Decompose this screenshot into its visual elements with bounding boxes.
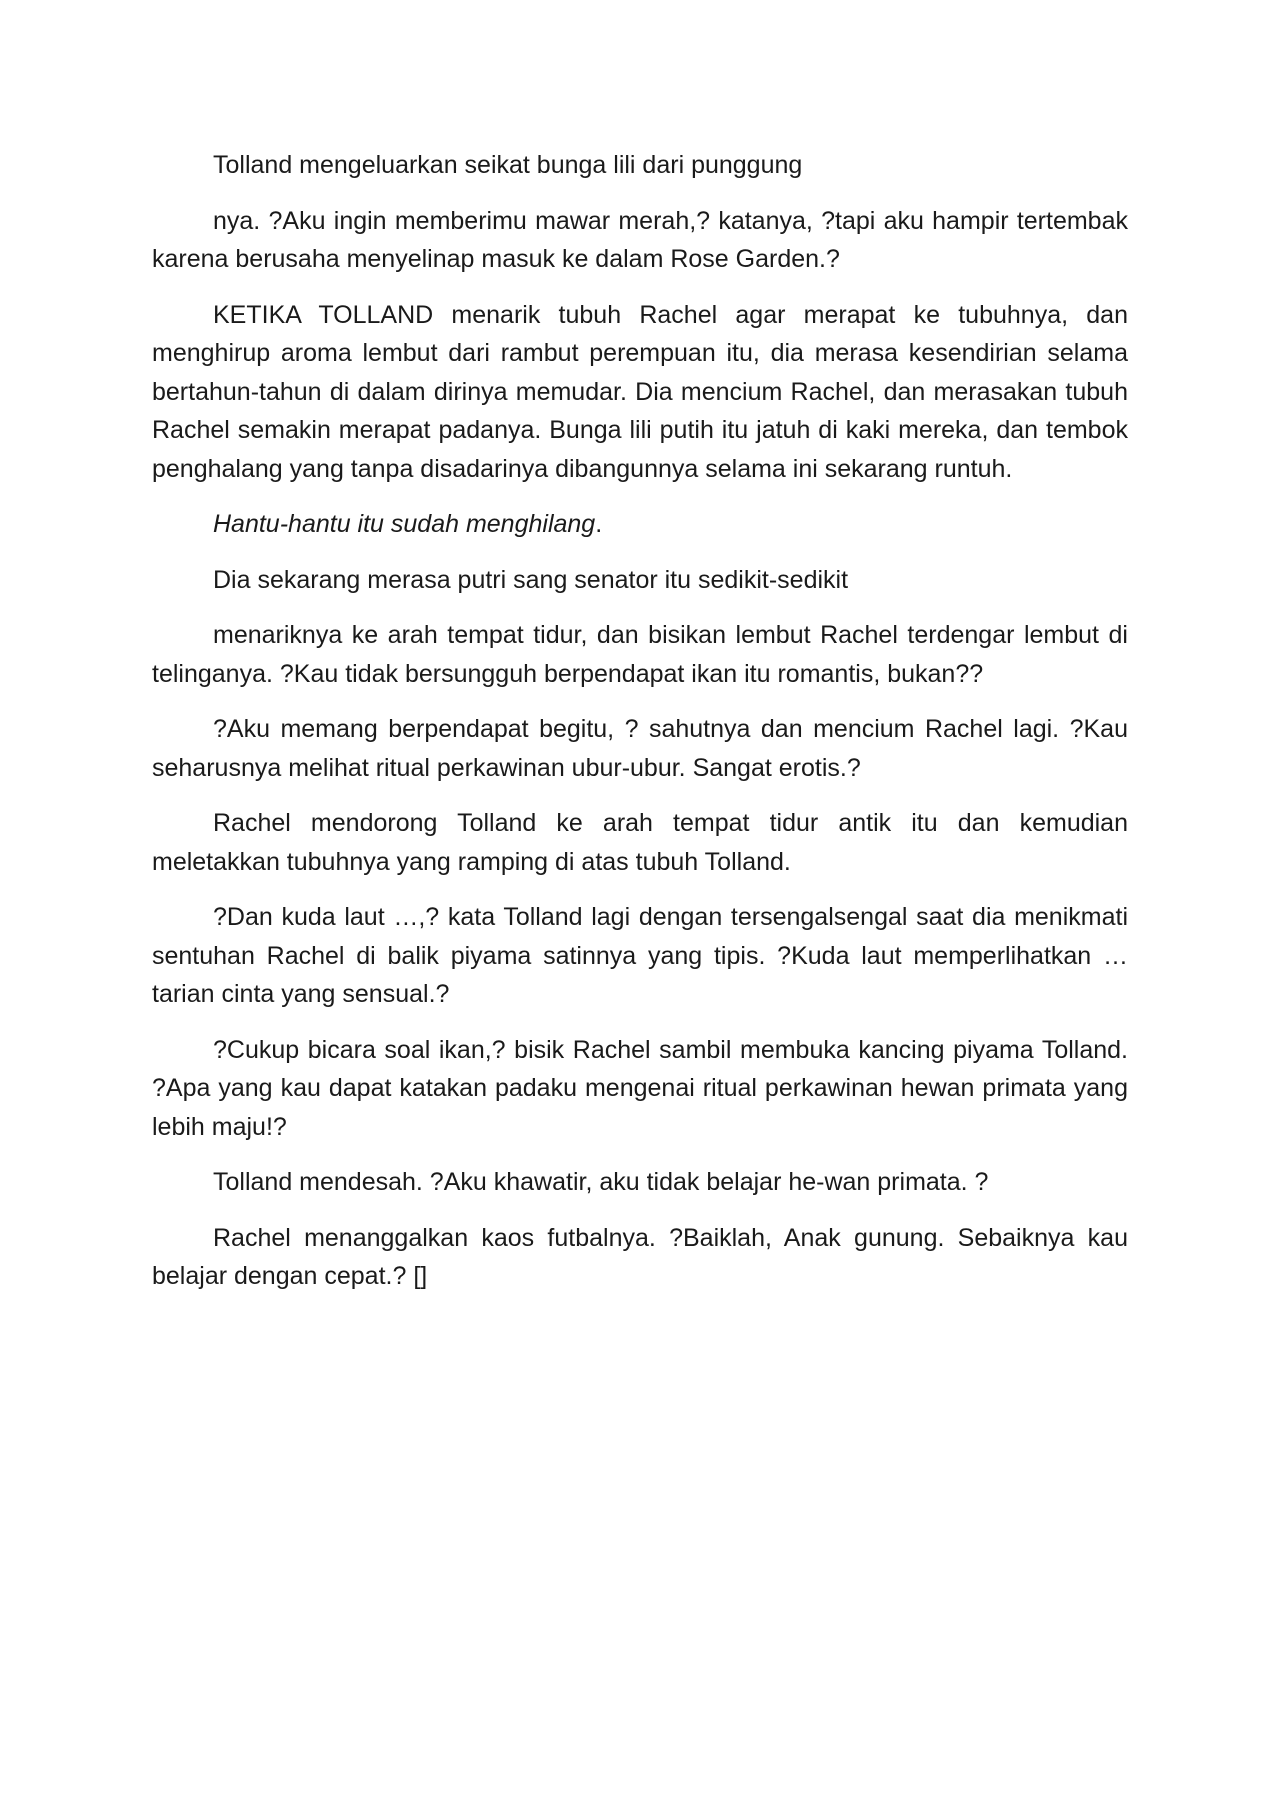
paragraph: Rachel mendorong Tolland ke arah tempat tidur antik itu dan kemudian meletakkan tubuhnya yang ramping di atas tubuh Tolland. [152, 809, 1128, 876]
paragraph: Tolland mengeluarkan seikat bunga lili dari punggung [213, 151, 803, 179]
paragraph: KETIKA TOLLAND menarik tubuh Rachel agar merapat ke tubuhnya, dan menghirup aroma lembut dari rambut perempuan itu, dia merasa kesendirian selama bertahun-tahun di dalam dirinya memudar. Dia mencium Rachel, dan merasakan tubuh Rachel semakin merapat padanya. Bunga lili putih itu jatuh di kaki mereka, dan tembok penghalang yang tanpa disadarinya dibangunnya selama ini sekarang runtuh. [152, 300, 1128, 483]
paragraph: Rachel menanggalkan kaos futbalnya. ?Baiklah, Anak gunung. Sebaiknya kau belajar dengan cepat.? [] [152, 1223, 1128, 1290]
italic-suffix: . [595, 510, 603, 538]
body-text [152, 146, 1128, 1313]
paragraph: Tolland mendesah. ?Aku khawatir, aku tidak belajar he-wan primata. ? [213, 1168, 989, 1196]
paragraph: ?Cukup bicara soal ikan,? bisik Rachel sambil membuka kancing piyama Tolland. ?Apa yang kau dapat katakan padaku mengenai ritual perkawinan hewan primata yang lebih maju!? [152, 1035, 1128, 1141]
paragraph: nya. ?Aku ingin memberimu mawar merah,? katanya, ?tapi aku hampir tertembak karena berusaha menyelinap masuk ke dalam Rose Garden.? [152, 206, 1128, 273]
paragraph: menariknya ke arah tempat tidur, dan bisikan lembut Rachel terdengar lembut di telinganya. ?Kau tidak bersungguh berpendapat ikan itu romantis, bukan?? [152, 621, 1128, 688]
paragraph: ?Dan kuda laut …,? kata Tolland lagi dengan tersengalsengal saat dia menikmati sentuhan Rachel di balik piyama satinnya yang tipis. ?Kuda laut memperlihatkan … tarian cinta yang sensual.? [152, 903, 1128, 1008]
paragraph: Dia sekarang merasa putri sang senator itu sedikit-sedikit [213, 565, 849, 594]
paragraph: ?Aku memang berpendapat begitu, ? sahutnya dan mencium Rachel lagi. ?Kau seharusnya melihat ritual perkawinan ubur-ubur. Sangat erotis.? [152, 715, 1128, 782]
italic-text: Hantu-hantu itu sudah menghilang [213, 510, 596, 538]
paragraph-italic [152, 505, 1128, 544]
